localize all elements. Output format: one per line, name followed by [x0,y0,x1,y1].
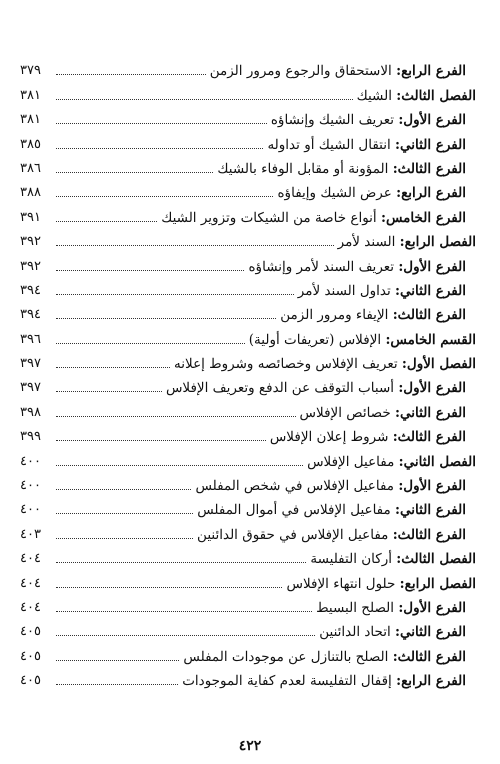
toc-page-number: ٣٨١ [20,112,41,128]
toc-entry-heading: القسم الخامس: [385,331,476,348]
toc-entry-label [217,160,466,178]
toc-entry-label [161,209,466,227]
toc-entry-heading: الفصل الثاني: [398,453,476,470]
dot-leader [56,634,315,636]
dot-leader [56,269,244,271]
toc-entry-heading: الفرع الثالث: [392,648,466,665]
toc-entry-label [357,87,476,105]
toc-entry-title: شروط إعلان الإفلاس [269,429,389,446]
toc-entry-title: اتحاد الدائنين [319,624,391,641]
toc-entry [20,276,476,300]
toc-page-number: ٣٩٧ [20,380,41,396]
toc-entry-heading: الفرع الرابع: [396,185,466,202]
toc-page-number: ٣٨٥ [20,136,41,152]
toc-page-number: ٣٩٤ [20,307,41,323]
toc-entry-label [210,62,466,80]
dot-leader [56,537,193,539]
toc-entry-heading: الفرع الثاني: [395,502,466,519]
toc-entry-label [277,184,466,202]
toc-entry [20,397,476,421]
toc-entry-title: حلول انتهاء الإفلاس [286,575,396,592]
toc-entry-title: مفاعيل الإفلاس [307,453,395,470]
toc-entry-heading: الفرع الأول: [398,258,466,275]
toc-entry [20,56,476,80]
toc-entry-heading: الفرع الثالث: [392,526,466,543]
toc-page-number: ٤٠٤ [20,599,41,615]
toc-entry-label [338,233,476,251]
toc-entry-heading: الفصل الأول: [401,356,476,373]
toc-entry-label [298,282,466,300]
toc-entry-title: المؤونة أو مقابل الوفاء بالشيك [217,160,389,177]
dot-leader [56,73,206,75]
toc-page-number: ٣٨٦ [20,160,41,176]
toc-page-number: ٤٠٥ [20,624,41,640]
toc-entry [20,324,476,348]
toc-entry-title: مفاعيل الإفلاس في حقوق الدائنين [197,526,389,543]
toc-page-number: ٣٩١ [20,209,41,225]
toc-entry-heading: الفرع الخامس: [380,209,466,226]
toc-entry-title: عرض الشيك وإيفاؤه [277,185,392,202]
toc-entry-label [271,111,466,129]
table-of-contents [20,56,476,690]
toc-page-number: ٣٩٦ [20,331,41,347]
toc-entry-heading: الفصل الرابع: [399,575,476,592]
toc-entry [20,471,476,495]
toc-entry-title: الصلح بالتنازل عن موجودات المفلس [183,648,389,665]
toc-page-number: ٤٠٤ [20,551,41,567]
toc-entry-label [195,477,466,495]
toc-entry-title: الإفلاس (تعريفات أولية) [248,331,382,348]
toc-entry-title: خصائص الإفلاس [299,404,391,421]
dot-leader [56,122,267,124]
toc-entry-title: الاستحقاق والرجوع ومرور الزمن [209,63,392,80]
toc-entry [20,105,476,129]
toc-entry-title: تعريف الشيك وإنشاؤه [270,112,395,129]
toc-page-number: ٤٠٥ [20,673,41,689]
toc-page-number: ٣٨١ [20,87,41,103]
toc-entry-heading: الفصل الثالث: [396,87,476,104]
toc-entry-label [286,575,476,593]
toc-entry [20,593,476,617]
toc-entry [20,349,476,373]
toc-page-number: ٣٩٩ [20,429,41,445]
toc-entry [20,544,476,568]
toc-page-number: ٤٠٠ [20,478,41,494]
toc-entry-heading: الفرع الثالث: [392,160,466,177]
toc-entry-heading: الفرع الثاني: [395,624,466,641]
dot-leader [56,561,306,563]
toc-entry [20,80,476,104]
toc-entry-title: انتقال الشيك أو تداوله [267,136,391,153]
page-number: ٤٢٢ [238,738,262,754]
toc-entry-label [316,599,466,617]
toc-page-number: ٤٠٣ [20,526,41,542]
toc-entry-title: أنواع خاصة من الشيكات وتزوير الشيك [161,209,377,226]
toc-entry-heading: الفرع الثاني: [395,282,466,299]
dot-leader [56,342,245,344]
dot-leader [56,98,353,100]
toc-entry [20,251,476,275]
dot-leader [56,293,294,295]
dot-leader [56,439,266,441]
toc-entry [20,666,476,690]
toc-entry-label [300,404,466,422]
toc-entry [20,202,476,226]
toc-entry-heading: الفرع الأول: [398,478,466,495]
toc-entry-title: تعريف السند لأمر وإنشاؤه [248,258,395,275]
toc-page-number: ٤٠٠ [20,502,41,518]
toc-entry-label [197,501,466,519]
toc-entry-heading: الفرع الرابع: [396,63,466,80]
toc-entry-heading: الفصل الرابع: [399,234,476,251]
dot-leader [56,683,178,685]
toc-entry [20,154,476,178]
dot-leader [56,512,193,514]
toc-entry-label [197,526,466,544]
toc-entry [20,178,476,202]
toc-entry-heading: الفرع الأول: [398,599,466,616]
toc-entry-label [310,550,476,568]
toc-entry-label [183,648,466,666]
dot-leader [56,464,303,466]
toc-entry-title: تداول السند لأمر [297,282,391,299]
dot-leader [56,415,296,417]
toc-entry [20,422,476,446]
toc-page-number: ٣٩٧ [20,356,41,372]
toc-entry-label [249,331,476,349]
toc-entry [20,446,476,470]
toc-entry-heading: الفرع الثاني: [395,404,466,421]
toc-entry-label [267,136,466,154]
toc-entry [20,227,476,251]
toc-page-number: ٤٠٥ [20,648,41,664]
toc-entry-label [248,258,466,276]
dot-leader [56,317,276,319]
dot-leader [56,220,157,222]
toc-entry-heading: الفرع الأول: [398,112,466,129]
dot-leader [56,390,162,392]
toc-entry [20,495,476,519]
dot-leader [56,147,263,149]
toc-page-number: ٤٠٤ [20,575,41,591]
toc-entry [20,373,476,397]
toc-entry-label [166,379,466,397]
toc-entry-title: الشيك [356,87,392,104]
toc-entry-title: مفاعيل الإفلاس في شخص المفلس [195,478,395,495]
toc-page-number: ٣٧٩ [20,63,41,79]
dot-leader [56,586,282,588]
toc-page-number: ٤٠٠ [20,453,41,469]
dot-leader [56,610,312,612]
toc-entry-label [174,355,476,373]
toc-page-number: ٣٩٢ [20,234,41,250]
toc-entry [20,129,476,153]
toc-entry-title: الإيفاء ومرور الزمن [280,307,389,324]
toc-entry-title: السند لأمر [337,234,396,251]
toc-page-number: ٣٨٨ [20,185,41,201]
toc-entry-heading: الفرع الثالث: [392,429,466,446]
toc-entry-heading: الفرع الثاني: [395,136,466,153]
toc-entry [20,641,476,665]
toc-entry [20,519,476,543]
toc-entry-heading: الفرع الأول: [398,380,466,397]
dot-leader [56,659,179,661]
toc-page-number: ٣٩٨ [20,404,41,420]
dot-leader [56,244,334,246]
toc-entry-label [182,672,466,690]
toc-entry-title: الصلح البسيط [316,599,395,616]
toc-page-number: ٣٩٤ [20,282,41,298]
toc-entry-title: أركان التفليسة [310,551,392,568]
dot-leader [56,488,191,490]
dot-leader [56,195,273,197]
toc-entry [20,568,476,592]
toc-entry-heading: الفرع الرابع: [396,673,466,690]
toc-entry-label [280,306,466,324]
toc-entry [20,617,476,641]
dot-leader [56,171,213,173]
toc-entry-title: مفاعيل الإفلاس في أموال المفلس [197,502,391,519]
dot-leader [56,366,170,368]
toc-entry-label [270,428,466,446]
toc-entry-heading: الفرع الثالث: [392,307,466,324]
toc-entry-label [319,623,466,641]
toc-entry-title: أسباب التوقف عن الدفع وتعريف الإفلاس [165,380,395,397]
toc-entry-title: تعريف الإفلاس وخصائصه وشروط إعلانه [174,356,398,373]
toc-page-number: ٣٩٢ [20,258,41,274]
toc-entry-title: إقفال التفليسة لعدم كفاية الموجودات [182,673,392,690]
toc-entry [20,300,476,324]
toc-entry-heading: الفصل الثالث: [396,551,476,568]
toc-entry-label [307,453,476,471]
